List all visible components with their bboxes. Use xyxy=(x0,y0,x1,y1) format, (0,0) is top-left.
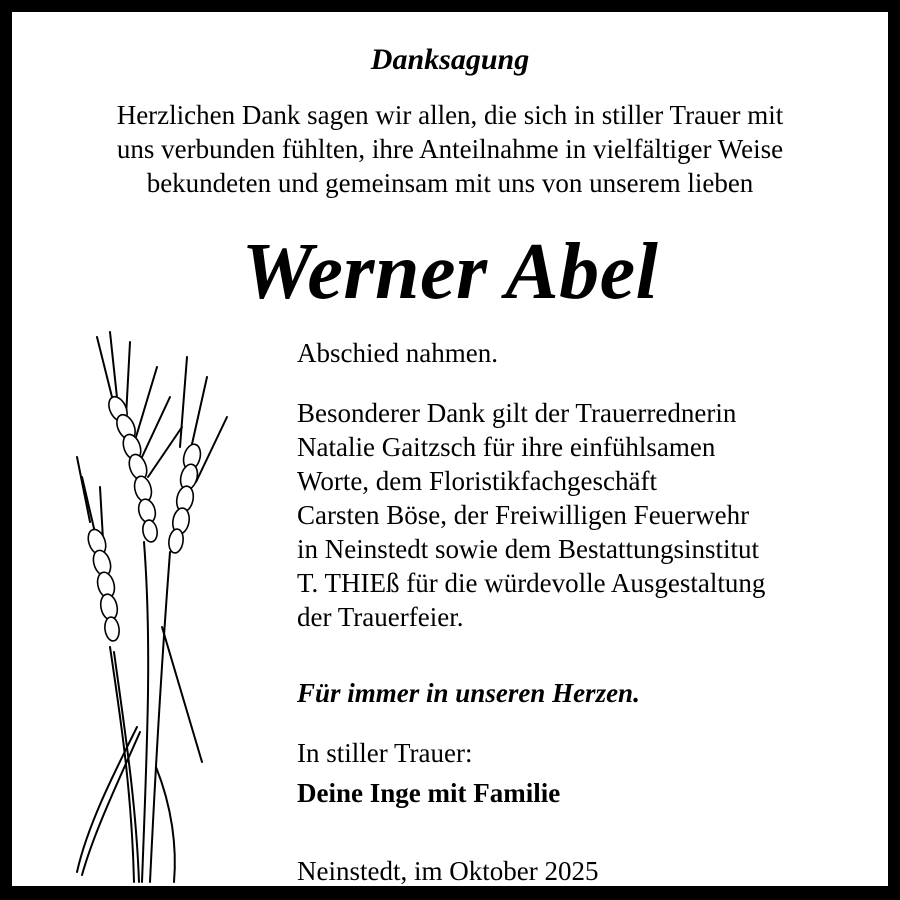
intro-line: Herzlichen Dank sagen wir allen, die sich in stiller Trauer mit xyxy=(116,100,784,130)
farewell-text: Abschied nahmen. xyxy=(297,338,498,368)
family-signature: Deine Inge mit Familie xyxy=(297,778,561,808)
thanks-line: Worte, dem Floristikfachgeschäft xyxy=(297,466,657,496)
place-date: Neinstedt, im Oktober 2025 xyxy=(297,856,599,886)
signoff: In stiller Trauer: xyxy=(297,738,473,768)
thanks-paragraph xyxy=(297,396,765,634)
intro-line: uns verbunden fühlten, ihre Anteilnahme in vielfältiger Weise xyxy=(116,134,784,164)
thanks-line: Carsten Böse, der Freiwilligen Feuerwehr xyxy=(297,500,750,530)
heading: Danksagung xyxy=(370,43,530,76)
thanks-line: in Neinstedt sowie dem Bestattungsinstitut xyxy=(297,534,759,564)
thanks-line: Besonderer Dank gilt der Trauerrednerin xyxy=(297,398,737,428)
intro-text xyxy=(12,98,888,200)
wheat-ears-icon xyxy=(52,327,252,886)
intro-line: bekundeten und gemeinsam mit uns von unserem lieben xyxy=(146,168,754,198)
thanks-line: Natalie Gaitzsch für ihre einfühlsamen xyxy=(297,432,716,462)
thanks-line: T. THIEß für die würdevolle Ausgestaltung xyxy=(297,568,766,598)
motto: Für immer in unseren Herzen. xyxy=(297,678,640,708)
deceased-name: Werner Abel xyxy=(241,228,659,316)
obituary-card xyxy=(12,12,888,886)
thanks-line: der Trauerfeier. xyxy=(297,602,464,632)
